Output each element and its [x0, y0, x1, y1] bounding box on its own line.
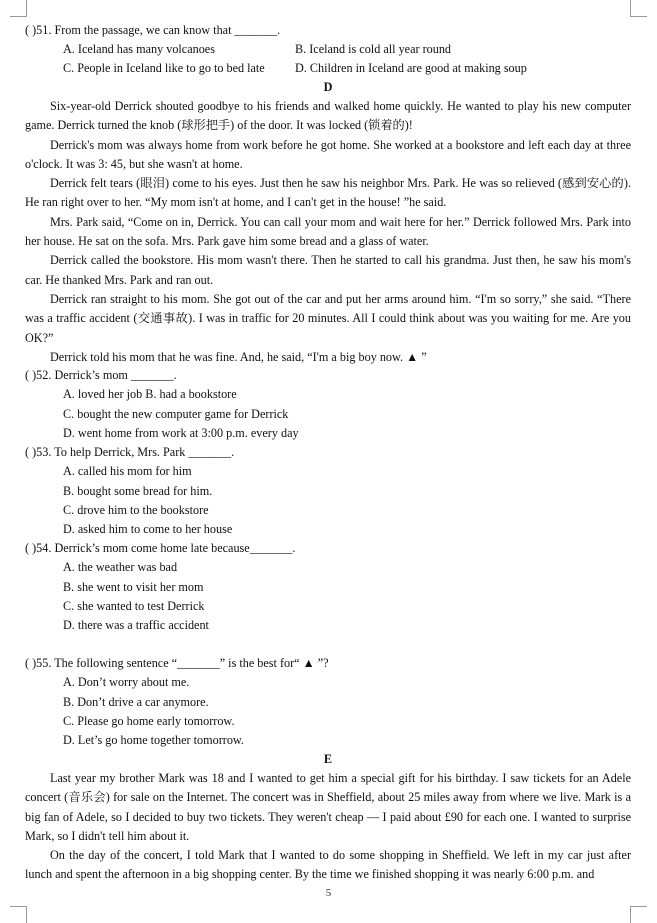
passage-d-paragraph: Derrick felt tears (眼泪) come to his eyes. Just then he saw his neighbor Mrs. Park. He was so relieved (感到安心的). He ran right over to her. “My mom isn't at home, and I can't get in the house! ”he said.	[25, 176, 631, 210]
passage-e-paragraph: Last year my brother Mark was 18 and I wanted to get him a special gift for his birthday. I saw tickets for an Adele concert (音乐会) for sale on the Internet. The concert was in Sheffield, about 25 miles away from where we live. Mark is a big fan of Adele, so I decided to buy two tickets. They weren't cheap — I paid about £90 for each one. I wanted to surprise Mark, so I didn't tell him about it.	[25, 771, 631, 843]
q54-option-c: C. she wanted to test Derrick	[63, 599, 205, 613]
crop-mark-bottom-left	[10, 906, 27, 923]
q55-option-a: A. Don’t worry about me.	[63, 675, 190, 689]
crop-mark-top-left	[10, 0, 27, 17]
q53-option-b: B. bought some bread for him.	[63, 484, 213, 498]
q54-stem: ( )54. Derrick’s mom come home late because_______.	[25, 541, 296, 555]
passage-d-paragraph: Six-year-old Derrick shouted goodbye to his friends and walked home quickly. He wanted to play his new computer game. Derrick turned the knob (球形把手) of the door. It was locked (锁着的)!	[25, 99, 631, 133]
q55-option-b: B. Don’t drive a car anymore.	[63, 695, 209, 709]
q51-option-b: B. Iceland is cold all year round	[295, 42, 452, 56]
q53-option-c: C. drove him to the bookstore	[63, 503, 209, 517]
q54-option-a: A. the weather was bad	[63, 560, 178, 574]
section-e-passage	[25, 769, 631, 885]
q51-option-c: C. People in Iceland like to go to bed late	[63, 61, 265, 75]
q52-option-d: D. went home from work at 3:00 p.m. every day	[63, 426, 299, 440]
q54-option-b: B. she went to visit her mom	[63, 580, 204, 594]
crop-mark-bottom-right	[630, 906, 647, 923]
q51-option-d: D. Children in Iceland are good at making soup	[295, 61, 527, 75]
passage-d-paragraph: Derrick called the bookstore. His mom wasn't there. Then he started to call his grandma. Just then, he saw his mom's car. He thanked Mrs. Park and ran out.	[25, 253, 631, 287]
q51-option-a: A. Iceland has many volcanoes	[63, 42, 215, 56]
q55-option-c: C. Please go home early tomorrow.	[63, 714, 235, 728]
section-d-heading: D	[323, 80, 333, 94]
passage-e-paragraph: On the day of the concert, I told Mark that I wanted to do some shopping in Sheffield. We left in my car just after lunch and spent the afternoon in a big shopping center. By the time we finished shopping it was nearly 6:00 p.m. and	[25, 848, 631, 882]
q51-stem: ( )51. From the passage, we can know that _______.	[25, 23, 281, 37]
q53-option-a: A. called his mom for him	[63, 464, 192, 478]
q55-option-d: D. Let’s go home together tomorrow.	[63, 733, 244, 747]
crop-mark-top-right	[630, 0, 647, 17]
page-number: 5	[325, 887, 332, 899]
passage-d-paragraph: Mrs. Park said, “Come on in, Derrick. You can call your mom and wait here for her.” Derrick followed Mrs. Park into her house. He sat on the sofa. Mrs. Park gave him some bread and a glass of water.	[25, 214, 631, 249]
passage-d-paragraph: Derrick ran straight to his mom. She got out of the car and put her arms around him. “I'm so sorry,” she said. “There was a traffic accident (交通事故). I was in traffic for 20 minutes. All I could think about was you waiting for me. Are you OK?”	[25, 291, 631, 345]
q55-stem: ( )55. The following sentence “_______” is the best for“ ▲ ”?	[25, 656, 329, 670]
q52-option-c: C. bought the new computer game for Derrick	[63, 407, 289, 421]
q52-option-a: A. loved her job B. had a bookstore	[63, 387, 237, 401]
q53-option-d: D. asked him to come to her house	[63, 522, 233, 536]
section-e-heading: E	[323, 752, 333, 766]
section-d-passage	[25, 97, 631, 367]
q54-option-d: D. there was a traffic accident	[63, 618, 209, 632]
q52-stem: ( )52. Derrick’s mom _______.	[25, 368, 177, 382]
passage-d-paragraph: Derrick told his mom that he was fine. And, he said, “I'm a big boy now. ▲ ”	[50, 349, 427, 364]
q53-stem: ( )53. To help Derrick, Mrs. Park _______.	[25, 445, 235, 459]
passage-d-paragraph: Derrick's mom was always home from work before he got home. She worked at a bookstore and left each day at three o'clock. It was 3: 45, but she wasn't at home.	[25, 137, 631, 171]
